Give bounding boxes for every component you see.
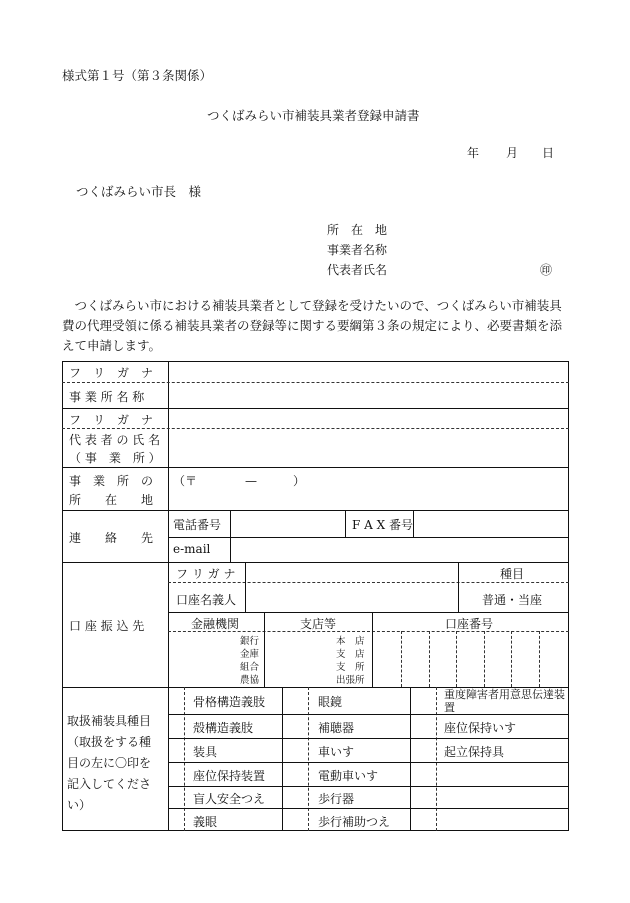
bank-type: 金庫 [240, 649, 260, 660]
device-item: 歩行補助つえ [318, 815, 391, 829]
phone-label: 電話番号 [173, 518, 222, 532]
statement-line: つくばみらい市における補装具業者として登録を受けたいので、つくばみらい市補装具 [62, 298, 562, 313]
statement-line: 費の代理受領に係る補装具業者の登録等に関する要綱第３条の規定により、必要書類を添 [62, 318, 563, 333]
furigana-label-1: フ リ ガ ナ [69, 366, 154, 380]
device-item: 盲人安全つえ [193, 792, 266, 806]
account-number-label: 口座番号 [445, 617, 494, 631]
form-title: つくばみらい市補装具業者登録申請書 [207, 108, 420, 123]
form-number: 様式第１号（第３条関係） [62, 68, 213, 83]
device-item: 殻構造義肢 [193, 721, 254, 735]
devices-label: 記入してくださ [67, 777, 152, 791]
account-label: 口 座 振 込 先 [69, 619, 145, 633]
application-statement [62, 296, 570, 356]
devices-label: （取扱をする種 [67, 735, 152, 749]
device-item: 眼鏡 [318, 695, 343, 709]
account-type-value[interactable]: 普通・当座 [482, 593, 543, 607]
bank-type: 銀行 [240, 636, 260, 647]
contact-label: 連 絡 先 [69, 531, 154, 545]
devices-label: い） [67, 798, 92, 812]
device-item: 装具 [193, 745, 218, 759]
rep-office-label: （ 事 業 所 ） [69, 451, 161, 465]
device-item: 骨格構造義肢 [193, 695, 266, 709]
branch-type: 支 店 [336, 649, 365, 660]
device-item: 重度障害者用意思伝達装置 [444, 688, 565, 714]
device-item: 歩行器 [318, 792, 355, 806]
office-address-label-1: 事 業 所 の [69, 474, 154, 488]
account-furigana-label: フ リ ガ ナ [176, 567, 236, 581]
bank-type: 組合 [240, 662, 260, 673]
applicant-business-name-label: 事業者名称 [327, 243, 388, 257]
office-address-label-2: 所 在 地 [69, 493, 154, 507]
branch-type: 支 所 [336, 662, 365, 673]
device-item: 座位保持いす [444, 721, 517, 735]
device-item: 起立保持具 [444, 745, 505, 759]
branch-type: 本 店 [336, 636, 365, 647]
device-item: 座位保持装置 [193, 769, 266, 783]
office-name-label: 事 業 所 名 称 [69, 390, 145, 404]
device-item: 補聴器 [318, 721, 355, 735]
devices-label: 目の左に〇印を [67, 756, 152, 770]
applicant-representative-label: 代表者氏名 [327, 263, 388, 277]
branch-label: 支店等 [300, 617, 337, 631]
fax-label: F A X 番号 [352, 518, 413, 532]
bank-type: 農協 [240, 675, 260, 686]
date-month: 月 [506, 146, 519, 160]
devices-label: 取扱補装具種目 [67, 714, 152, 728]
device-item: 電動車いす [318, 769, 379, 783]
addressee: つくばみらい市長 様 [76, 184, 202, 199]
device-item: 車いす [318, 745, 355, 759]
email-label: e-mail [173, 542, 211, 556]
furigana-label-2: フ リ ガ ナ [69, 413, 154, 427]
account-type-label: 種目 [500, 567, 525, 581]
applicant-address-label: 所 在 地 [327, 223, 388, 237]
branch-type: 出張所 [336, 675, 365, 686]
date-day: 日 [542, 146, 555, 160]
account-holder-label: 口座名義人 [176, 593, 237, 607]
postal-code-field[interactable]: （〒 — ） [173, 474, 306, 488]
bank-label: 金融機関 [191, 617, 240, 631]
device-item: 義眼 [193, 815, 218, 829]
rep-name-label: 代 表 者 の 氏 名 [69, 433, 161, 447]
statement-line: えて申請します。 [62, 338, 162, 353]
seal-mark: ㊞ [540, 263, 553, 277]
date-year: 年 [467, 146, 480, 160]
